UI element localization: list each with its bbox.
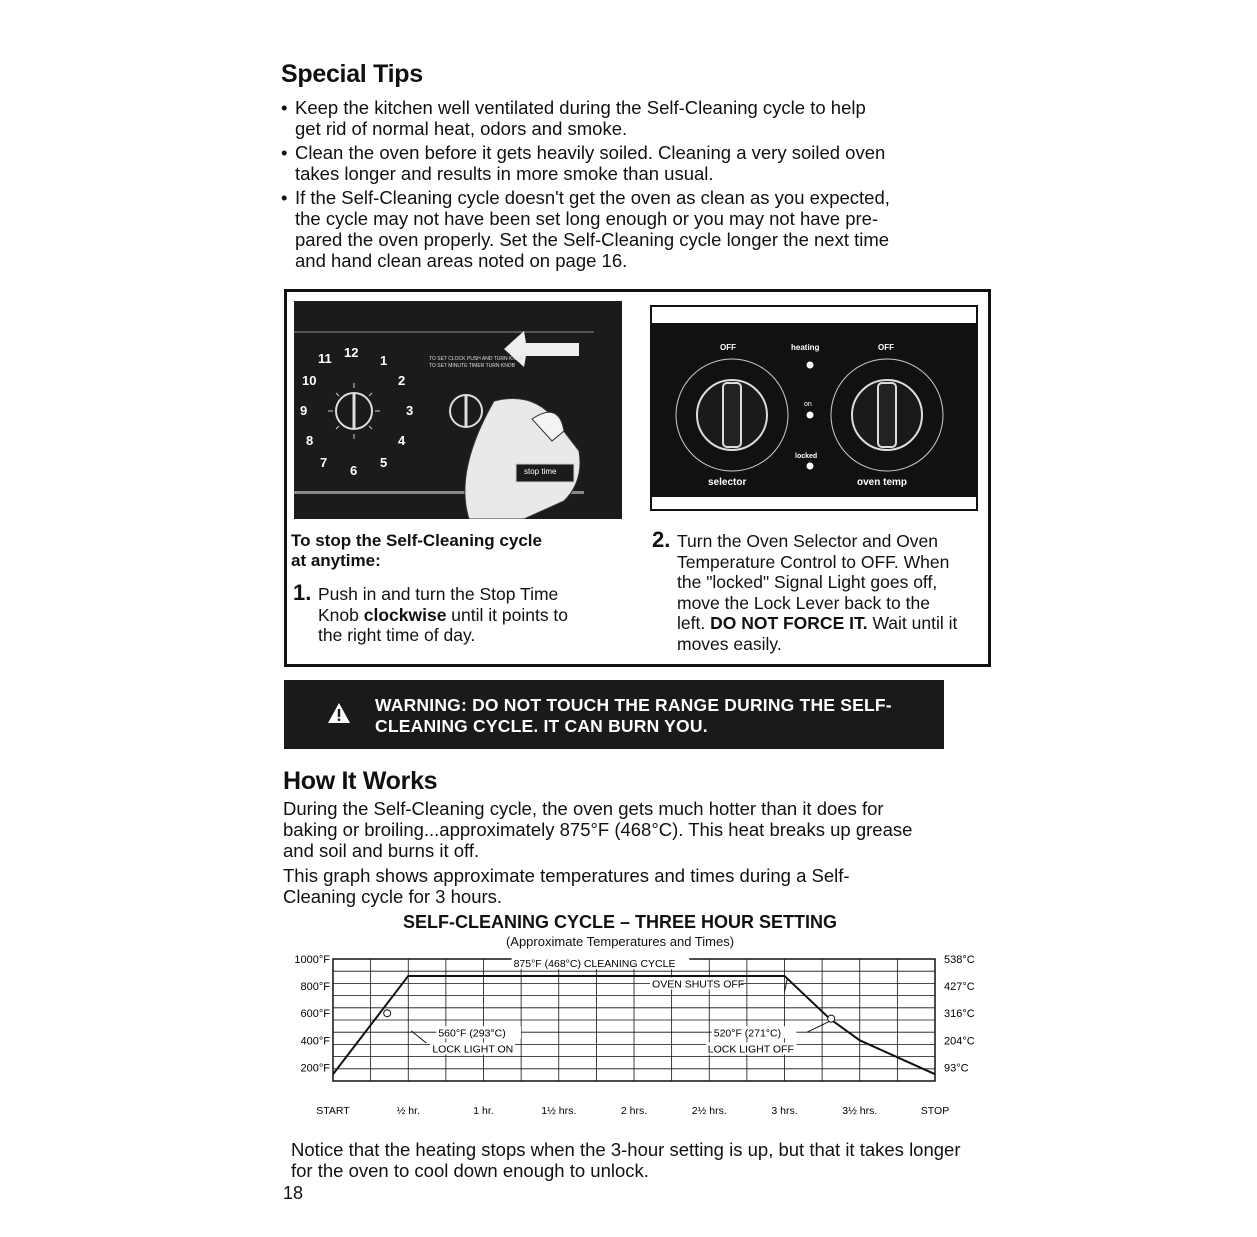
chart-subtitle: (Approximate Temperatures and Times) <box>505 934 735 949</box>
clock-number-1: 1 <box>380 353 388 368</box>
y-tick-label-c: 316°C <box>944 1008 975 1021</box>
clock-illustration <box>294 301 622 519</box>
clock-instruction-1: TO SET CLOCK PUSH AND TURN KNOB <box>429 356 524 362</box>
x-tick-label: 1½ hrs. <box>541 1105 577 1117</box>
marker-lock-on <box>384 1010 391 1017</box>
step-2-text: Turn the Oven Selector and Oven Temperature Control to OFF. When the "locked" Signal Light goes off, move the Lock Lever back to the left. DO NOT FORCE IT. Wait until it moves easily. <box>677 531 958 654</box>
panel-off-left: OFF <box>720 343 736 352</box>
y-tick-label-f: 1000°F <box>294 954 330 966</box>
y-tick-label-f: 600°F <box>300 1008 330 1021</box>
clock-number-3: 3 <box>406 403 414 418</box>
heating-light-icon <box>807 362 814 369</box>
x-tick-label: 1 hr. <box>473 1105 494 1117</box>
annotation-lock-off-temp: 520°F (271°C) <box>713 1027 782 1040</box>
annotation-cleaning-cycle: 875°F (468°C) CLEANING CYCLE <box>513 958 676 971</box>
y-tick-label-f: 200°F <box>300 1062 330 1075</box>
chart-grid <box>333 959 935 1081</box>
clock-number-2: 2 <box>398 373 406 388</box>
x-tick-label: 3½ hrs. <box>842 1105 878 1117</box>
how-it-works-title: How It Works <box>283 767 438 795</box>
special-tips-title: Special Tips <box>281 60 423 88</box>
chart-annotations <box>384 957 835 1055</box>
y-tick-label-f: 800°F <box>300 981 330 994</box>
how-it-works-para2: This graph shows approximate temperatures and times during a Self- Cleaning cycle for 3 hours. <box>283 865 850 907</box>
chart-title: SELF-CLEANING CYCLE – THREE HOUR SETTING <box>402 912 838 932</box>
panel-heating: heating <box>791 343 820 352</box>
y-tick-label-c: 204°C <box>944 1035 975 1048</box>
y-tick-label-c: 427°C <box>944 981 975 994</box>
list-item: • If the Self-Cleaning cycle doesn't get the oven as clean as you expected, the cycle may not have been set long enough or you may not have pre- pared the oven properly. Set the Self-Cleaning cycle longer the next time and hand clean areas noted on page 16. <box>281 187 890 271</box>
y-tick-label-f: 400°F <box>300 1035 330 1048</box>
y-tick-label-c: 93°C <box>944 1062 969 1075</box>
clock-number-5: 5 <box>380 455 388 470</box>
stop-heading: To stop the Self-Cleaning cycle at anytime: <box>291 531 542 570</box>
panel-on: on <box>804 401 812 408</box>
chart-x-axis <box>316 1105 949 1117</box>
x-tick-label: START <box>316 1105 350 1117</box>
clock-number-9: 9 <box>300 403 308 418</box>
y-tick-label-c: 538°C <box>944 954 975 966</box>
clock-number-4: 4 <box>398 433 406 448</box>
on-light-icon <box>807 412 814 419</box>
clock-number-11: 11 <box>318 351 332 366</box>
panel-selector: selector <box>708 477 747 488</box>
tips-list <box>281 97 981 274</box>
clock-number-10: 10 <box>302 373 317 388</box>
marker-lock-off <box>828 1015 835 1022</box>
annotation-lock-on: LOCK LIGHT ON <box>432 1043 514 1056</box>
step-1-text: Push in and turn the Stop Time Knob clockwise until it points to the right time of day. <box>318 584 569 645</box>
x-tick-label: 2 hrs. <box>620 1105 648 1117</box>
clock-instruction-2: TO SET MINUTE TIMER TURN KNOB <box>429 363 516 369</box>
annotation-lock-on-temp: 560°F (293°C) <box>438 1027 506 1040</box>
how-it-works-para1: During the Self-Cleaning cycle, the oven gets much hotter than it does for baking or broiling...approximately 875°F (468°C). This heat breaks up grease and soil and burns it off. <box>283 798 913 861</box>
x-tick-label: 3 hrs. <box>771 1105 798 1117</box>
clock-number-12: 12 <box>344 345 359 360</box>
step-1-number: 1. <box>293 580 312 605</box>
arrow-lock-on <box>411 1031 426 1043</box>
arrow-shuts-off <box>785 978 788 992</box>
list-item: • Clean the oven before it gets heavily soiled. Cleaning a very soiled oven takes longer and results in more smoke than usual. <box>281 142 886 184</box>
list-item: • Keep the kitchen well ventilated during the Self-Cleaning cycle to help get rid of normal heat, odors and smoke. <box>281 97 866 139</box>
panel-locked: locked <box>795 453 818 460</box>
panel-oven-temp: oven temp <box>857 477 908 488</box>
warning-banner <box>284 680 944 749</box>
annotation-lock-off: LOCK LIGHT OFF <box>707 1043 794 1056</box>
panel-off-right: OFF <box>878 343 894 352</box>
arrow-lock-off <box>807 1021 830 1032</box>
clock-number-8: 8 <box>306 433 314 448</box>
oven-control-panel <box>650 305 978 511</box>
annotation-oven-shuts-off: OVEN SHUTS OFF <box>652 978 745 991</box>
x-tick-label: STOP <box>920 1105 950 1117</box>
clock-number-6: 6 <box>350 463 358 478</box>
locked-light-icon <box>807 463 814 470</box>
x-tick-label: ½ hr. <box>396 1105 420 1117</box>
oven-temp-knob-icon <box>831 359 943 471</box>
x-tick-label: 2½ hrs. <box>691 1105 727 1117</box>
page-number: 18 <box>283 1183 304 1203</box>
warning-text: WARNING: DO NOT TOUCH THE RANGE DURING THE SELF- CLEANING CYCLE. IT CAN BURN YOU. <box>375 695 892 736</box>
stop-time-label: stop time <box>524 467 557 476</box>
warning-triangle-icon <box>327 702 351 724</box>
selector-knob-icon <box>676 359 788 471</box>
notice-text: Notice that the heating stops when the 3-hour setting is up, but that it takes longer for the oven to cool down enough to unlock. <box>291 1139 961 1181</box>
clock-number-7: 7 <box>320 455 328 470</box>
temperature-chart <box>280 950 980 1125</box>
step-2-number: 2. <box>652 527 671 552</box>
